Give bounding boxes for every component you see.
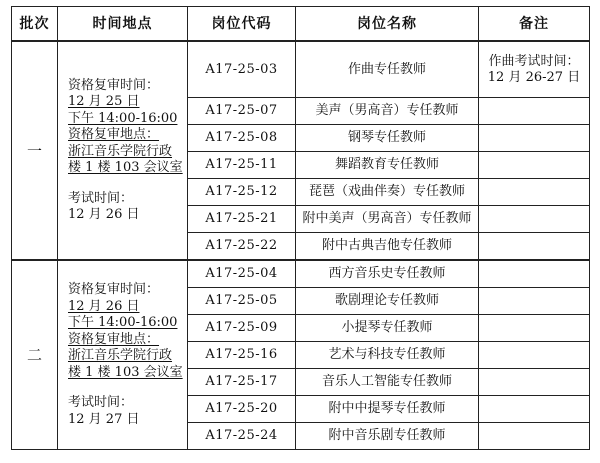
- header-position-code: 岗位代码: [188, 7, 296, 42]
- review-hours: 下午 14:00-16:00: [68, 315, 178, 330]
- exam-time-label: 考试时间：: [68, 395, 134, 410]
- note-cell: [479, 260, 590, 288]
- note-cell: [479, 179, 590, 206]
- table-row: [12, 260, 590, 288]
- header-position-name: 岗位名称: [296, 7, 479, 42]
- note-cell: [479, 315, 590, 342]
- exam-date: 12 月 27 日: [68, 411, 140, 427]
- position-code: A17-25-09: [188, 315, 296, 342]
- position-code: A17-25-05: [188, 288, 296, 315]
- position-code: A17-25-03: [188, 41, 296, 98]
- note-cell: [479, 125, 590, 152]
- review-place-line-1: 浙江音乐学院行政: [68, 348, 173, 363]
- table-row: [12, 41, 590, 98]
- position-code: A17-25-17: [188, 369, 296, 396]
- note-cell: [479, 423, 590, 450]
- position-code: A17-25-12: [188, 179, 296, 206]
- batch-cell: 二: [12, 260, 58, 450]
- note-cell: [479, 369, 590, 396]
- note-line-2: 12 月 26-27 日: [487, 69, 581, 85]
- position-name: 作曲专任教师: [296, 41, 479, 98]
- header-time-place: 时间地点: [58, 7, 188, 42]
- position-code: A17-25-22: [188, 233, 296, 261]
- position-name: 艺术与科技专任教师: [296, 342, 479, 369]
- position-name: 音乐人工智能专任教师: [296, 369, 479, 396]
- position-name: 琵琶（戏曲伴奏）专任教师: [296, 179, 479, 206]
- position-name: 附中音乐剧专任教师: [296, 423, 479, 450]
- review-place-line-2: 楼 1 楼 103 会议室: [68, 364, 183, 380]
- review-time-label: 资格复审时间：: [68, 282, 160, 297]
- position-code: A17-25-24: [188, 423, 296, 450]
- position-name: 附中古典吉他专任教师: [296, 233, 479, 261]
- note-line-1: 作曲考试时间：: [488, 53, 580, 69]
- time-place-cell: [58, 41, 188, 260]
- exam-date: 12 月 26 日: [68, 207, 140, 222]
- position-name: 西方音乐史专任教师: [296, 260, 479, 288]
- schedule-table: [11, 6, 590, 450]
- note-cell: [479, 233, 590, 261]
- position-code: A17-25-20: [188, 396, 296, 423]
- note-cell: [479, 41, 590, 98]
- header-note: 备注: [479, 7, 590, 42]
- note-cell: [479, 288, 590, 315]
- position-name: 小提琴专任教师: [296, 315, 479, 342]
- review-place-label: 资格复审地点：: [68, 127, 160, 142]
- review-place-line-2: 楼 1 楼 103 会议室: [68, 160, 183, 175]
- note-cell: [479, 396, 590, 423]
- position-name: 舞蹈教育专任教师: [296, 152, 479, 179]
- batch-cell: 一: [12, 41, 58, 260]
- review-time-label: 资格复审时间：: [68, 77, 160, 93]
- note-cell: [479, 206, 590, 233]
- position-name: 美声（男高音）专任教师: [296, 98, 479, 125]
- note-cell: [479, 98, 590, 125]
- header-row: [12, 7, 590, 42]
- review-date: 12 月 26 日: [68, 298, 140, 314]
- review-place-label: 资格复审地点：: [68, 331, 160, 347]
- position-name: 附中中提琴专任教师: [296, 396, 479, 423]
- position-code: A17-25-21: [188, 206, 296, 233]
- position-name: 钢琴专任教师: [296, 125, 479, 152]
- review-place-line-1: 浙江音乐学院行政: [68, 143, 173, 159]
- note-cell: [479, 152, 590, 179]
- position-code: A17-25-11: [188, 152, 296, 179]
- position-code: A17-25-16: [188, 342, 296, 369]
- position-code: A17-25-04: [188, 260, 296, 288]
- review-date: 12 月 25 日: [68, 94, 140, 109]
- position-code: A17-25-08: [188, 125, 296, 152]
- position-code: A17-25-07: [188, 98, 296, 125]
- exam-time-label: 考试时间：: [68, 190, 134, 206]
- header-batch: 批次: [12, 7, 58, 42]
- time-place-cell: [58, 260, 188, 450]
- position-name: 附中美声（男高音）专任教师: [296, 206, 479, 233]
- position-name: 歌剧理论专任教师: [296, 288, 479, 315]
- note-cell: [479, 342, 590, 369]
- review-hours: 下午 14:00-16:00: [68, 110, 178, 126]
